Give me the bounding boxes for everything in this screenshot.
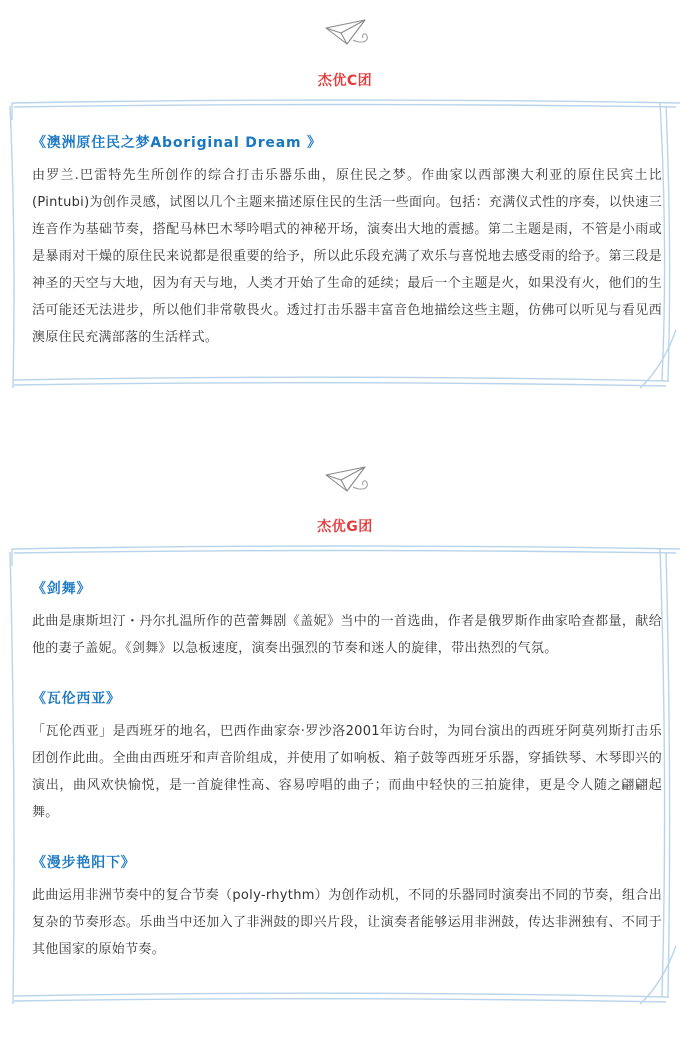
work-title: 《瓦伦西亚》 [32,691,121,707]
paper-plane-icon [323,14,375,48]
work-item [32,688,662,826]
work-description: 此曲是康斯坦汀・丹尔扎温所作的芭蕾舞剧《盖妮》当中的一首选曲，作者是俄罗斯作曲家哈查都量，献给他的妻子盖妮。《剑舞》以急板速度，演奏出强烈的节奏和迷人的旋律，带出热烈的气氛。 [32,614,662,656]
work-description: 「瓦伦西亚」是西班牙的地名，巴西作曲家奈·罗沙洛2001年访台时，为同台演出的西班牙阿莫列斯打击乐团创作此曲。全曲由西班牙和声音阶组成，并使用了如响板、箱子鼓等西班牙乐器，穿插铁琴、木琴即兴的演出，曲风欢快愉悦，是一首旋律性高、容易哼唱的曲子；而曲中轻快的三拍旋律，更是令人随之翩翩起舞。 [32,724,662,820]
work-item [32,852,662,963]
work-description: 此曲运用非洲节奏中的复合节奏（poly-rhythm）为创作动机，不同的乐器同时演奏出不同的节奏，组合出复杂的节奏形态。乐曲当中还加入了非洲鼓的即兴片段，让演奏者能够运用非洲鼓，传达非洲独有、不同于其他国家的原始节奏。 [32,888,662,957]
work-description: 由罗兰.巴雷特先生所创作的综合打击乐器乐曲，原住民之梦。作曲家以西部澳大利亚的原住民宾土比(Pintubi)为创作灵感，试图以几个主题来描述原住民的生活一些面向。包括：充满仪式性的序奏，以快速三连音作为基础节奏，搭配马林巴木琴吟唱式的神秘开场，演奏出大地的震撼。第二主题是雨，不管是小雨或是暴雨对干燥的原住民来说都是很重要的给予，所以此乐段充满了欢乐与喜悦地去感受雨的给予。第三段是神圣的天空与大地，因为有天与地，人类才开始了生命的延续；最后一个主题是火，如果没有火，他们的生活可能还无法进步，所以他们非常敬畏火。透过打击乐器丰富音色地描绘这些主题，仿佛可以听见与看见西澳原住民充满部落的生活样式。 [32,168,662,345]
work-title: 《漫步艳阳下》 [32,855,136,871]
work-title: 《澳洲原住民之梦Aboriginal Dream 》 [32,135,322,151]
section-content-c [32,132,662,377]
section-content-g [32,578,662,989]
section-frame-c [0,98,690,394]
work-item [32,578,662,662]
work-item [32,132,662,351]
work-title: 《剑舞》 [32,581,92,597]
section-frame-g [0,544,690,1038]
paper-plane-icon [323,461,375,495]
section-title-c: 杰优C团 [317,73,373,89]
section-title-g: 杰优G团 [317,519,373,535]
